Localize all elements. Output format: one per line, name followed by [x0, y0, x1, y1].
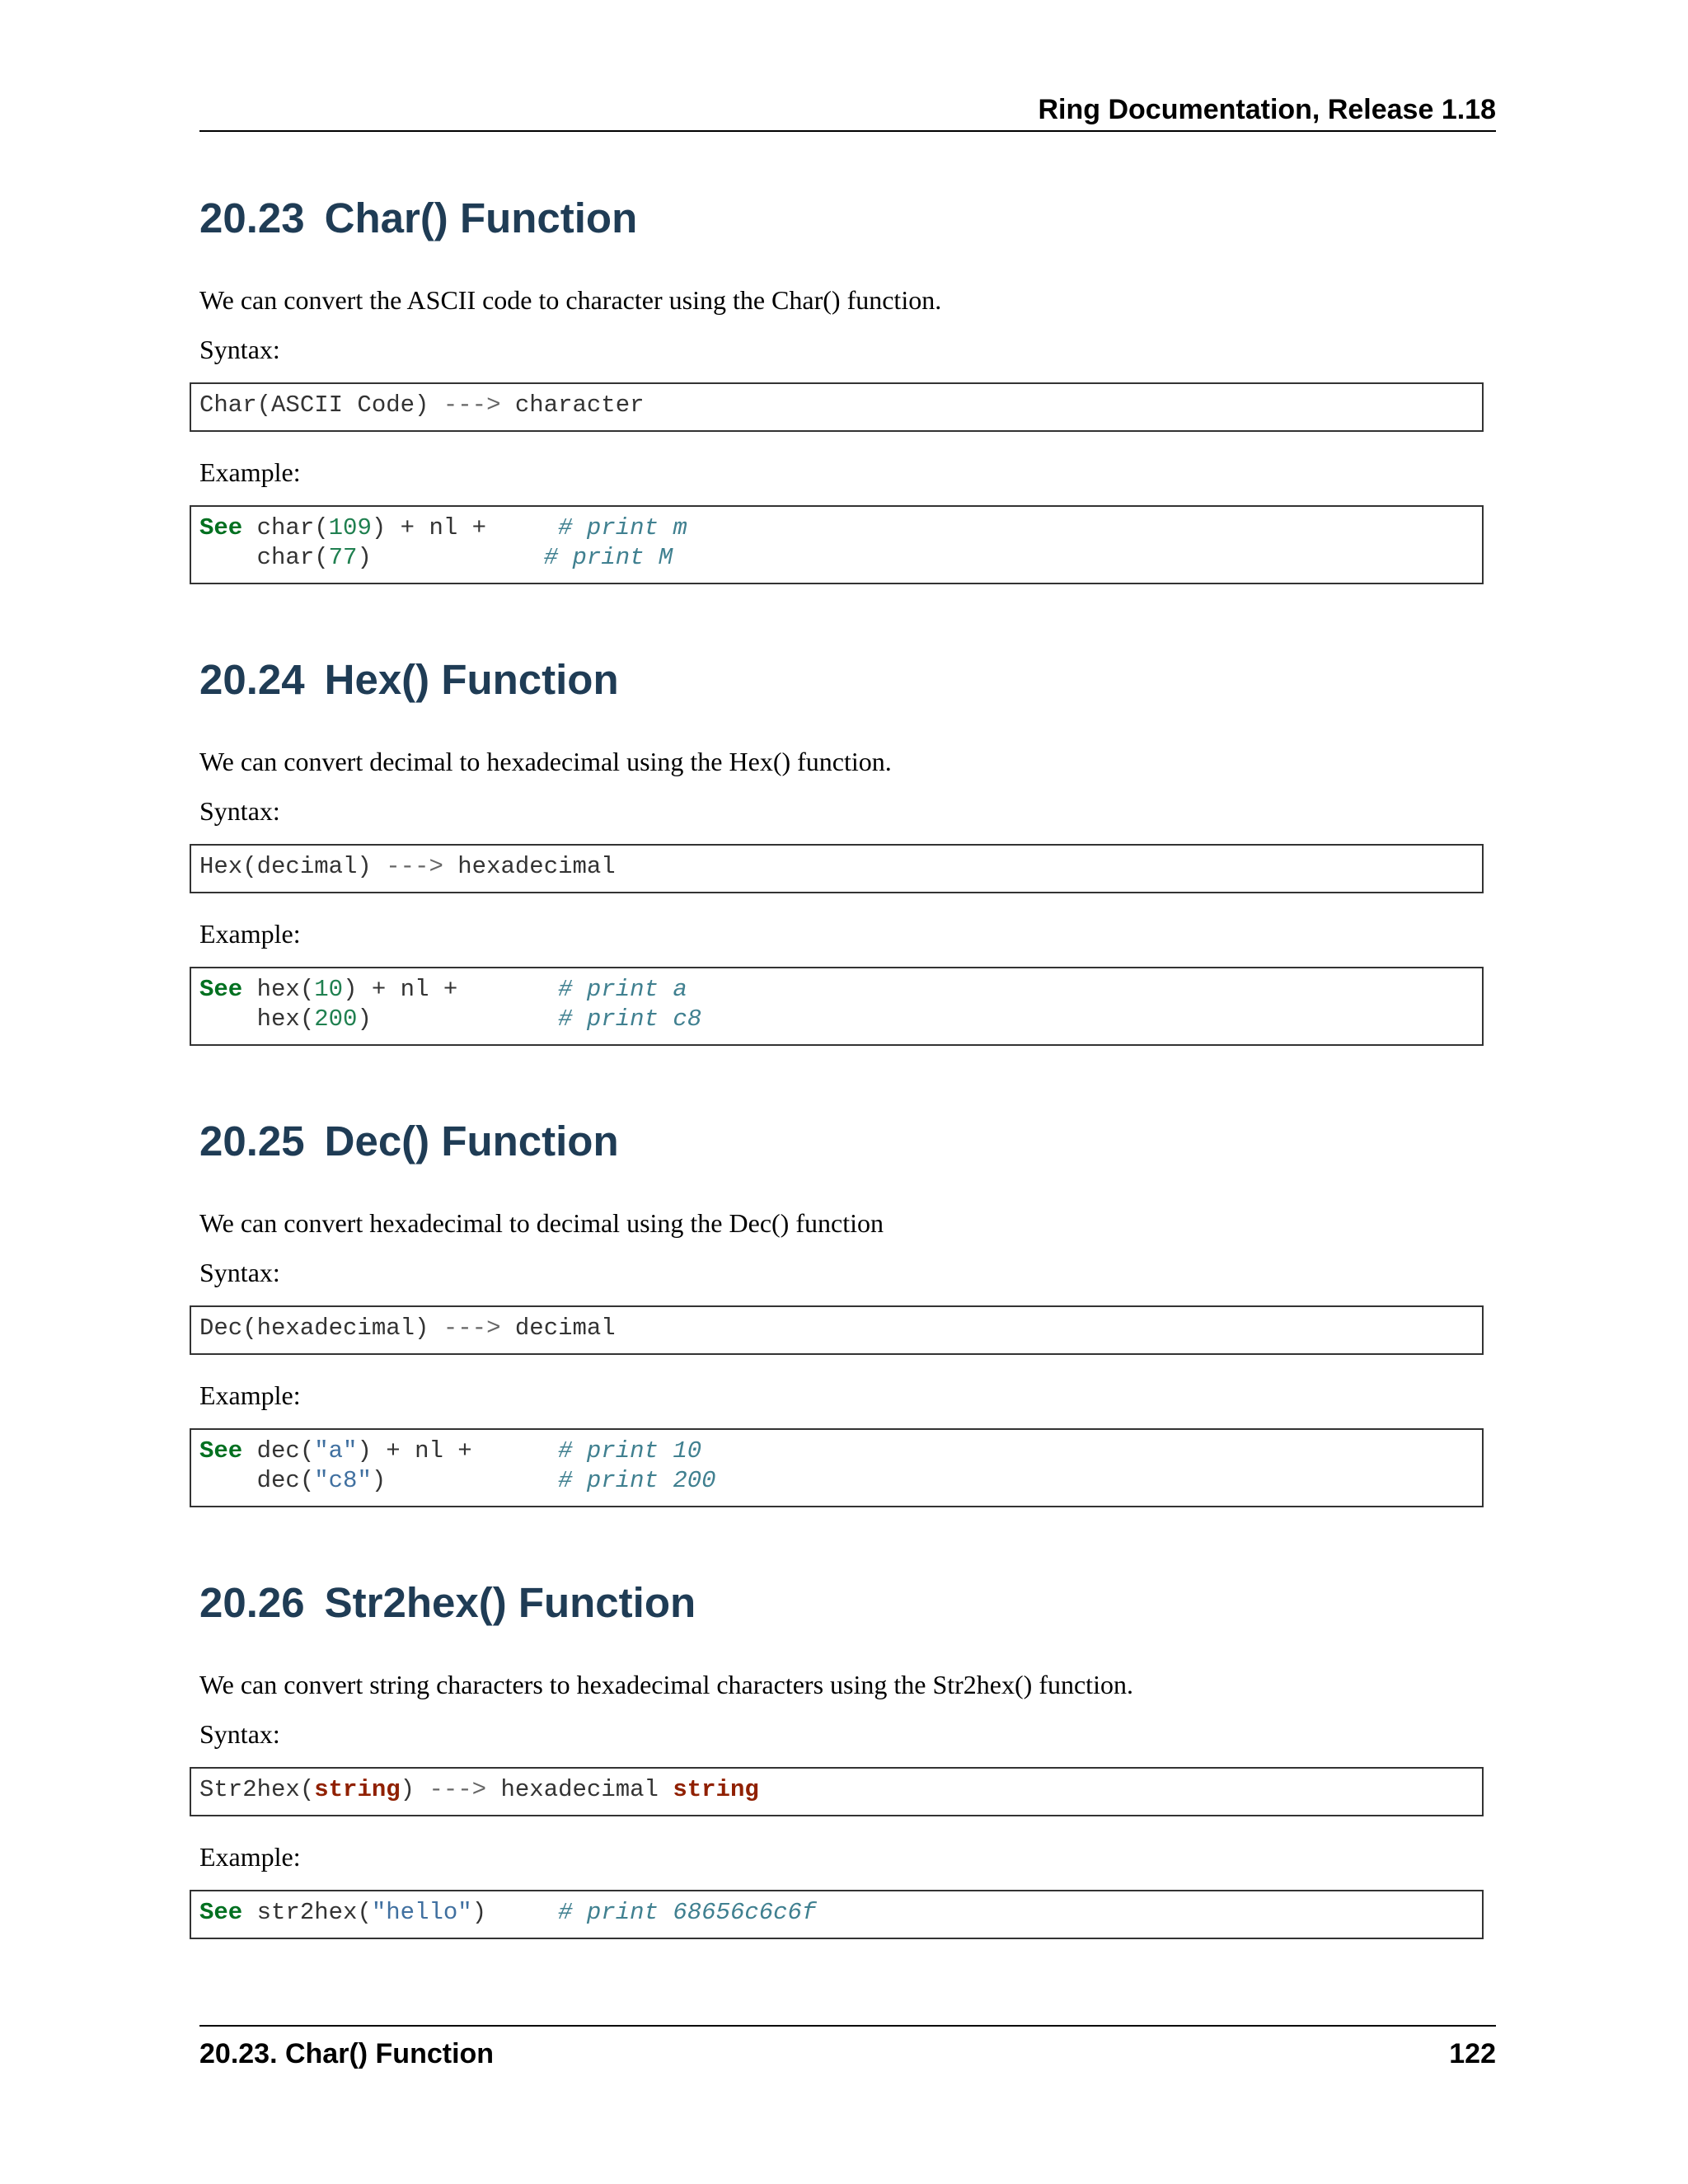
example-code-block	[190, 1428, 1484, 1507]
code-line: See hex(10) + nl + # print a	[199, 976, 687, 1003]
example-label: Example:	[199, 457, 301, 487]
code-line: Str2hex(string) ---> hexadecimal string	[199, 1776, 759, 1803]
example-label: Example:	[199, 1842, 301, 1872]
section-number: 20.24	[199, 656, 305, 703]
code-line: See char(109) + nl + # print m	[199, 514, 687, 541]
section-title: Char() Function	[324, 194, 638, 241]
syntax-code-block	[190, 382, 1484, 432]
section-number: 20.25	[199, 1118, 305, 1165]
code-line: dec("c8") # print 200	[256, 1467, 716, 1494]
syntax-code-block	[190, 1767, 1484, 1816]
code-line: char(77) # print M	[256, 544, 673, 571]
example-label: Example:	[199, 1380, 301, 1410]
example-label: Example:	[199, 919, 301, 949]
syntax-label: Syntax:	[199, 1719, 280, 1749]
section-title: Hex() Function	[324, 656, 619, 703]
section-description: We can convert hexadecimal to decimal using the Dec() function	[199, 1208, 884, 1238]
code-line: Dec(hexadecimal) ---> decimal	[199, 1315, 616, 1342]
code-line: Hex(decimal) ---> hexadecimal	[199, 853, 616, 880]
syntax-label: Syntax:	[199, 796, 280, 826]
code-line: Char(ASCII Code) ---> character	[199, 391, 645, 419]
example-code-block	[190, 505, 1484, 584]
header-title: Ring Documentation, Release 1.18	[1038, 94, 1496, 125]
page-number: 122	[1449, 2038, 1496, 2069]
syntax-code-block	[190, 1305, 1484, 1355]
section-description: We can convert string characters to hexadecimal characters using the Str2hex() function.	[199, 1670, 1133, 1699]
syntax-label: Syntax:	[199, 335, 280, 364]
section-number: 20.23	[199, 194, 305, 241]
section-heading	[199, 194, 637, 243]
syntax-code-block	[190, 844, 1484, 893]
example-code-block	[190, 1890, 1484, 1939]
section-description: We can convert decimal to hexadecimal using the Hex() function.	[199, 747, 892, 776]
section-heading	[199, 1578, 696, 1628]
section-heading	[199, 1117, 619, 1166]
section-heading	[199, 655, 619, 705]
footer-section-title: 20.23. Char() Function	[199, 2038, 495, 2069]
section-title: Str2hex() Function	[324, 1579, 696, 1626]
code-line: hex(200) # print c8	[256, 1005, 702, 1033]
section-title: Dec() Function	[324, 1118, 619, 1165]
code-line: See dec("a") + nl + # print 10	[199, 1437, 702, 1465]
section-number: 20.26	[199, 1579, 305, 1626]
code-line: See str2hex("hello") # print 68656c6c6f	[199, 1899, 817, 1926]
section-description: We can convert the ASCII code to character using the Char() function.	[199, 285, 942, 315]
running-header	[199, 89, 1496, 132]
running-footer	[199, 2025, 1496, 2071]
example-code-block	[190, 967, 1484, 1046]
syntax-label: Syntax:	[199, 1258, 280, 1287]
